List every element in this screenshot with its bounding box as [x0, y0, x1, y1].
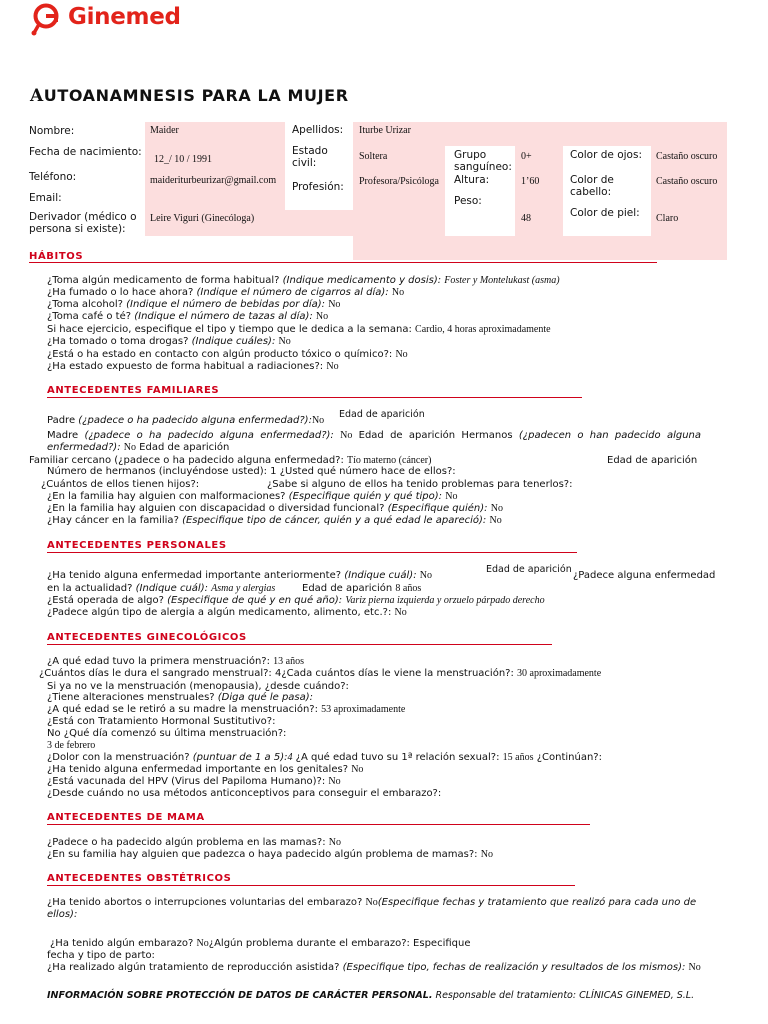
gin-q9: ¿Ha tenido alguna enfermedad importante en los genitales? No — [47, 764, 364, 775]
habitos-a4[interactable]: No — [315, 311, 329, 322]
pers-q1b: ¿Padece alguna enfermedad — [573, 570, 716, 581]
habitos-q6: ¿Ha tomado o toma drogas? (Indique cuáles): No — [47, 336, 291, 347]
pers-a2b[interactable]: 8 años — [395, 583, 422, 594]
habitos-a2[interactable]: No — [391, 287, 405, 298]
section-familiares: ANTECEDENTES FAMILIARES — [47, 385, 220, 396]
peso-field[interactable]: 48 — [521, 213, 531, 224]
pers-q1: ¿Ha tenido alguna enfermedad importante anteriormente? (Indique cuál): No — [47, 570, 432, 581]
pers-a3[interactable]: Variz pierna izquierda y orzuelo párpado derecho — [345, 595, 545, 606]
empty-box — [353, 236, 727, 260]
section-mama: ANTECEDENTES DE MAMA — [47, 812, 205, 823]
fecha-label: Fecha de nacimiento: — [29, 146, 142, 158]
gin-a7[interactable]: 3 de febrero — [47, 740, 96, 751]
fam-hijos2: ¿Sabe si alguno de ellos ha tenido problemas para tenerlos?: — [267, 479, 573, 490]
fam-familiar-a[interactable]: Tío materno (cáncer) — [347, 455, 432, 466]
gin-q7: No ¿Qué día comenzó su última menstruación?: — [47, 728, 287, 739]
gin-a9[interactable]: No — [351, 764, 364, 775]
fam-malf-a[interactable]: No — [445, 491, 458, 502]
derivador-field[interactable]: Leire Viguri (Ginecóloga) — [150, 213, 255, 224]
gin-q5: ¿A qué edad se le retiró a su madre la menstruación?: 53 aproximadamente — [47, 704, 406, 715]
mama-rule — [47, 824, 590, 825]
gin-a8[interactable]: 4 — [287, 752, 293, 763]
footer-text: INFORMACIÓN SOBRE PROTECCIÓN DE DATOS DE CARÁCTER PERSONAL. Responsable del tratamiento: CLÍNICAS GINEMED, S.L. — [47, 990, 695, 1001]
pers-q3: ¿Está operada de algo? (Especifique de qué y en qué año): Variz pierna izquierda y orzuelo párpado derecho — [47, 595, 545, 606]
section-obstetricos: ANTECEDENTES OBSTÉTRICOS — [47, 873, 232, 884]
ginemed-logo-icon — [30, 2, 66, 36]
estado-field[interactable]: Soltera — [359, 151, 388, 162]
title-first-letter: A — [30, 86, 44, 106]
habitos-q4: ¿Toma café o té? (Indique el número de tazas al día): No — [47, 311, 329, 322]
familiares-rule — [47, 397, 582, 398]
section-habitos: HÁBITOS — [29, 251, 84, 262]
fam-madre: Madre (¿padece o ha padecido alguna enfermedad?): No Edad de aparición Hermanos (¿padecen o han padecido alguna enfermedad?): No Edad de aparición — [47, 430, 701, 453]
gin-a10[interactable]: No — [328, 776, 341, 787]
nombre-label: Nombre: — [29, 125, 75, 137]
obs-q2c: fecha y tipo de parto: — [47, 950, 155, 961]
page-title — [30, 86, 349, 106]
peso-label: Peso: — [454, 195, 482, 207]
gin-q11: ¿Desde cuándo no usa métodos anticonceptivos para conseguir el embarazo?: — [47, 788, 442, 799]
pers-q2b: Edad de aparición 8 años — [302, 583, 422, 594]
habitos-a8[interactable]: No — [326, 361, 339, 372]
habitos-q1: ¿Toma algún medicamento de forma habitual? (Indique medicamento y dosis): Foster y Montelukast (asma) — [47, 275, 560, 286]
altura-field[interactable]: 1’60 — [521, 176, 540, 187]
grupo-label: Grupo sanguíneo: — [454, 149, 512, 173]
cabello-field[interactable]: Castaño oscuro — [656, 176, 718, 187]
mama-a1[interactable]: No — [328, 837, 341, 848]
piel-label: Color de piel: — [570, 207, 640, 219]
gin-a2[interactable]: 30 aproximadamente — [517, 668, 602, 679]
brand-name: Ginemed — [68, 4, 181, 30]
ojos-field[interactable]: Castaño oscuro — [656, 151, 718, 162]
apellidos-label: Apellidos: — [292, 124, 344, 136]
fecha-field[interactable]: 12_/ 10 / 1991 — [154, 154, 213, 165]
piel-field[interactable]: Claro — [656, 213, 679, 224]
habitos-q7: ¿Está o ha estado en contacto con algún producto tóxico o químico?: No — [47, 349, 408, 360]
nombre-field[interactable]: Maider — [150, 125, 179, 136]
obs-a1[interactable]: No — [365, 897, 378, 908]
habitos-q5: Si hace ejercicio, especifique el tipo y tiempo que le dedica a la semana: Cardio, 4 horas aproximadamente — [47, 324, 551, 335]
ojos-label: Color de ojos: — [570, 149, 642, 161]
fam-disc: ¿En la familia hay alguien con discapacidad o diversidad funcional? (Especifique quién): No — [47, 503, 503, 514]
pers-a4[interactable]: No — [394, 607, 407, 618]
obs-q3: ¿Ha realizado algún tratamiento de reproducción asistida? (Especifique tipo, fechas de realización y resultados de los mismos): No — [47, 962, 701, 973]
pers-a2[interactable]: Asma y alergias — [211, 583, 276, 594]
mama-q1: ¿Padece o ha padecido algún problema en las mamas?: No — [47, 837, 341, 848]
fam-padre: Padre (¿padece o ha padecido alguna enfermedad?):No — [47, 415, 325, 426]
fam-herm-a[interactable]: No — [123, 442, 136, 453]
habitos-rule — [29, 262, 657, 263]
habitos-a6[interactable]: No — [278, 336, 291, 347]
gin-q10: ¿Está vacunada del HPV (Virus del Papiloma Humano)?: No — [47, 776, 341, 787]
email-field[interactable]: maideriturbeurizar@gmail.com — [150, 175, 277, 186]
fam-disc-a[interactable]: No — [490, 503, 503, 514]
gin-q3: Si ya no ve la menstruación (menopausia), ¿desde cuándo?: — [47, 681, 349, 692]
gin-a1[interactable]: 13 años — [273, 656, 304, 667]
grupo-field[interactable]: 0+ — [521, 151, 532, 162]
mama-q2: ¿En su familia hay alguien que padezca o haya padecido algún problema de mamas?: No — [47, 849, 493, 860]
habitos-a3[interactable]: No — [328, 299, 341, 310]
gin-q4: ¿Tiene alteraciones menstruales? (Diga qué le pasa): — [47, 692, 314, 703]
gin-a5[interactable]: 53 aproximadamente — [321, 704, 406, 715]
gineco-rule — [47, 644, 552, 645]
title-rest: UTOANAMNESIS PARA LA MUJER — [43, 86, 349, 105]
section-gineco: ANTECEDENTES GINECOLÓGICOS — [47, 632, 247, 643]
cabello-label: Color de cabello: — [570, 174, 614, 198]
obs-q1: ¿Ha tenido abortos o interrupciones voluntarias del embarazo? No(Especifique fechas y tratamiento que realizó para cada uno de ellos): — [47, 897, 697, 920]
mama-a2[interactable]: No — [480, 849, 493, 860]
gin-q8: ¿Dolor con la menstruación? (puntuar de 1 a 5):4 ¿A qué edad tuvo su 1ª relación sexual?: 15 años ¿Continúan?: — [47, 752, 602, 763]
fam-edad3: Edad de aparición — [607, 455, 698, 466]
section-personales: ANTECEDENTES PERSONALES — [47, 540, 227, 551]
estado-label: Estado civil: — [292, 145, 328, 169]
fam-familiar: Familiar cercano (¿padece o ha padecido alguna enfermedad?: Tío materno (cáncer) — [29, 455, 432, 466]
habitos-q3: ¿Toma alcohol? (Indique el número de bebidas por día): No — [47, 299, 341, 310]
obs-q2: ¿Ha tenido algún embarazo? No¿Algún problema durante el embarazo?: Especifique — [50, 938, 471, 949]
fam-cancer-a[interactable]: No — [489, 515, 502, 526]
habitos-a1[interactable]: Foster y Montelukast (asma) — [444, 275, 560, 286]
gin-q1: ¿A qué edad tuvo la primera menstruación?: 13 años — [47, 656, 304, 667]
email-label: Email: — [29, 192, 62, 204]
habitos-a5[interactable]: Cardio, 4 horas aproximadamente — [415, 324, 551, 335]
pers-q2: en la actualidad? (Indique cuál): Asma y alergias — [47, 583, 276, 594]
habitos-q8: ¿Ha estado expuesto de forma habitual a radiaciones?: No — [47, 361, 339, 372]
fam-hijos: ¿Cuántos de ellos tienen hijos?: — [41, 479, 200, 490]
profesion-field[interactable]: Profesora/Psicóloga — [359, 176, 439, 187]
derivador-label: Derivador (médico o persona si existe): — [29, 211, 137, 235]
fam-edad1: Edad de aparición — [339, 409, 425, 420]
gin-q2: ¿Cuántos días le dura el sangrado menstrual?: 4¿Cada cuántos días le viene la menstruación?: 30 aproximadamente — [39, 668, 602, 679]
fam-cancer: ¿Hay cáncer en la familia? (Especifique tipo de cáncer, quién y a qué edad le apareció): No — [47, 515, 502, 526]
fam-num: Número de hermanos (incluyéndose usted): 1 ¿Usted qué número hace de ellos?: — [47, 466, 456, 477]
obs-a2[interactable]: No — [196, 938, 209, 949]
fam-padre-a[interactable]: No — [311, 415, 325, 426]
gin-a8b[interactable]: 15 años — [502, 752, 534, 763]
personales-rule — [47, 552, 577, 553]
habitos-q2: ¿Ha fumado o lo hace ahora? (Indique el número de cigarros al día): No — [47, 287, 405, 298]
telefono-label: Teléfono: — [29, 171, 77, 183]
pers-q4: ¿Padece algún tipo de alergia a algún medicamento, alimento, etc.?: No — [47, 607, 407, 618]
altura-label: Altura: — [454, 174, 490, 186]
fam-madre-a[interactable]: No — [340, 430, 353, 441]
obs-a3[interactable]: No — [688, 962, 701, 973]
pers-edad: Edad de aparición — [486, 564, 572, 575]
gin-q6: ¿Está con Tratamiento Hormonal Sustitutivo?: — [47, 716, 276, 727]
fam-malf: ¿En la familia hay alguien con malformaciones? (Especifique quién y qué tipo): No — [47, 491, 458, 502]
pers-a1[interactable]: No — [419, 570, 432, 581]
habitos-a7[interactable]: No — [395, 349, 408, 360]
profesion-label: Profesión: — [292, 181, 344, 193]
apellidos-field[interactable]: Iturbe Urizar — [359, 125, 411, 136]
obstetricos-rule — [47, 885, 575, 886]
